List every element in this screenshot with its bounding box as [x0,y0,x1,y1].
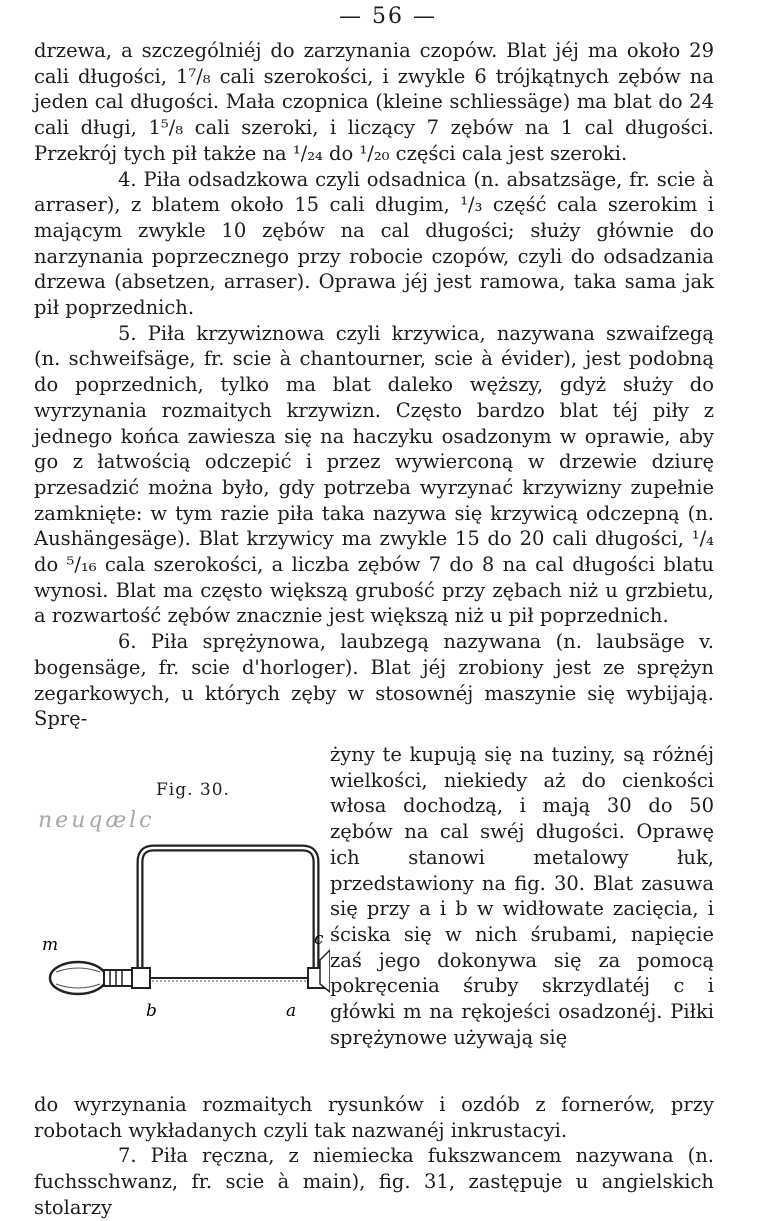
wing-screw [320,950,330,992]
handwritten-note: пеиqӕlc [38,808,155,833]
clamp-b [132,968,150,988]
bow-frame [140,848,316,970]
paragraph-item-6-continued: żyny te kupują się na tuziny, są różnéj wielkości, niekiedy aż do cienkości włosa dochodzą, i mają 30 do 50 zębów na cal swéj długości. Oprawę ich stanowi metalowy łuk, przedstawiony na fig. 30. Blat zasuwa się przy a i b w widłowate zacięcia, i ściska się w nich śrubami, napięcie zaś jego dokonywa się za pomocą pokręcenia śruby skrzydlatéj c i główki m na rękojeści osadzonéj. Piłki sprężynowe używają się [330,743,714,1049]
main-text-bottom [34,1092,714,1221]
paragraph-item-6-end: do wyrzynania rozmaitych rysunków i ozdób z fornerów, przy robotach wykładanych czyli tak nazwanéj inkrustacyi. [34,1093,714,1142]
label-a: a [286,1001,297,1021]
fret-saw-figure [40,832,330,1022]
label-m: m [42,935,59,955]
label-c: c [314,929,324,949]
fret-saw-illustration [40,832,330,1022]
figure-caption: Fig. 30. [156,780,230,800]
paragraph-item-6: 6. Piła sprężynowa, laubzegą nazywana (n. laubsäge v. bogensäge, fr. scie d'horloger). Blat jéj zrobiony jest ze sprężyn zegarkowych, u których zęby w stosownéj maszynie się wybijają. Sprę- [34,630,714,731]
paragraph-item-5: 5. Piła krzywiznowa czyli krzywica, nazywana szwaifzegą (n. schweifsäge, fr. scie à chantourner, scie à évider), jest podobną do poprzednich, tylko ma blat daleko węższy, gdyż służy do wyrzynania rozmaitych krzywizn. Często bardzo blat téj piły z jednego końca zawiesza się na haczyku osadzonym w oprawie, aby go z łatwością odczepić i przez wywierconą w drzewie dziurę przesadzić można było, gdy potrzeba wyrzynać krzywizny zupełnie zamknięte: w tym razie piła taka nazywa się krzywicą odczepną (n. Aushängesäge). Blat krzywicy ma zwykle 15 do 20 cali długości, ¹/₄ do ⁵/₁₆ cala szerokości, a liczba zębów 7 do 8 na cal długości blatu wynosi. Blat ma często większą grubość przy zębach niż u grzbietu, a rozwartość zębów znacznie jest większą niż u pił poprzednich. [34,321,714,628]
handle [50,962,106,994]
ferrule [104,970,132,986]
wrapped-text [330,742,714,1050]
paragraph-item-4: 4. Piła odsadzkowa czyli odsadnica (n. absatzsäge, fr. scie à arraser), z blatem około 15 cali długim, ¹/₃ część cala szerokim i mającym zwykle 10 zębów na cal długości; służy głównie do narzynania poprzecznego przy robocie czopów, czyli do odsadzania drzewa (absetzen, arraser). Oprawa jéj jest ramowa, taka sama jak pił poprzednich. [34,167,714,320]
paragraph-continuation: drzewa, a szczególniéj do zarzynania czopów. Blat jéj ma około 29 cali długości, 1⁷/₈ cali szerokości, i zwykle 6 trójkątnych zębów na jeden cal długości. Mała czopnica (kleine schliessäge) ma blat do 24 cali długi, 1⁵/₈ cali szeroki, i liczący 7 zębów na 1 cal długości. Przekrój tych pił także na ¹/₂₄ do ¹/₂₀ części cala jest szeroki. [34,39,714,165]
label-b: b [146,1001,157,1021]
main-text-top [34,38,714,732]
paragraph-item-7: 7. Piła ręczna, z niemiecka fukszwancem nazywana (n. fuchsschwanz, fr. scie à main), fig. 31, zastępuje u angielskich stolarzy [34,1144,714,1219]
page-number: — 56 — [339,4,437,29]
